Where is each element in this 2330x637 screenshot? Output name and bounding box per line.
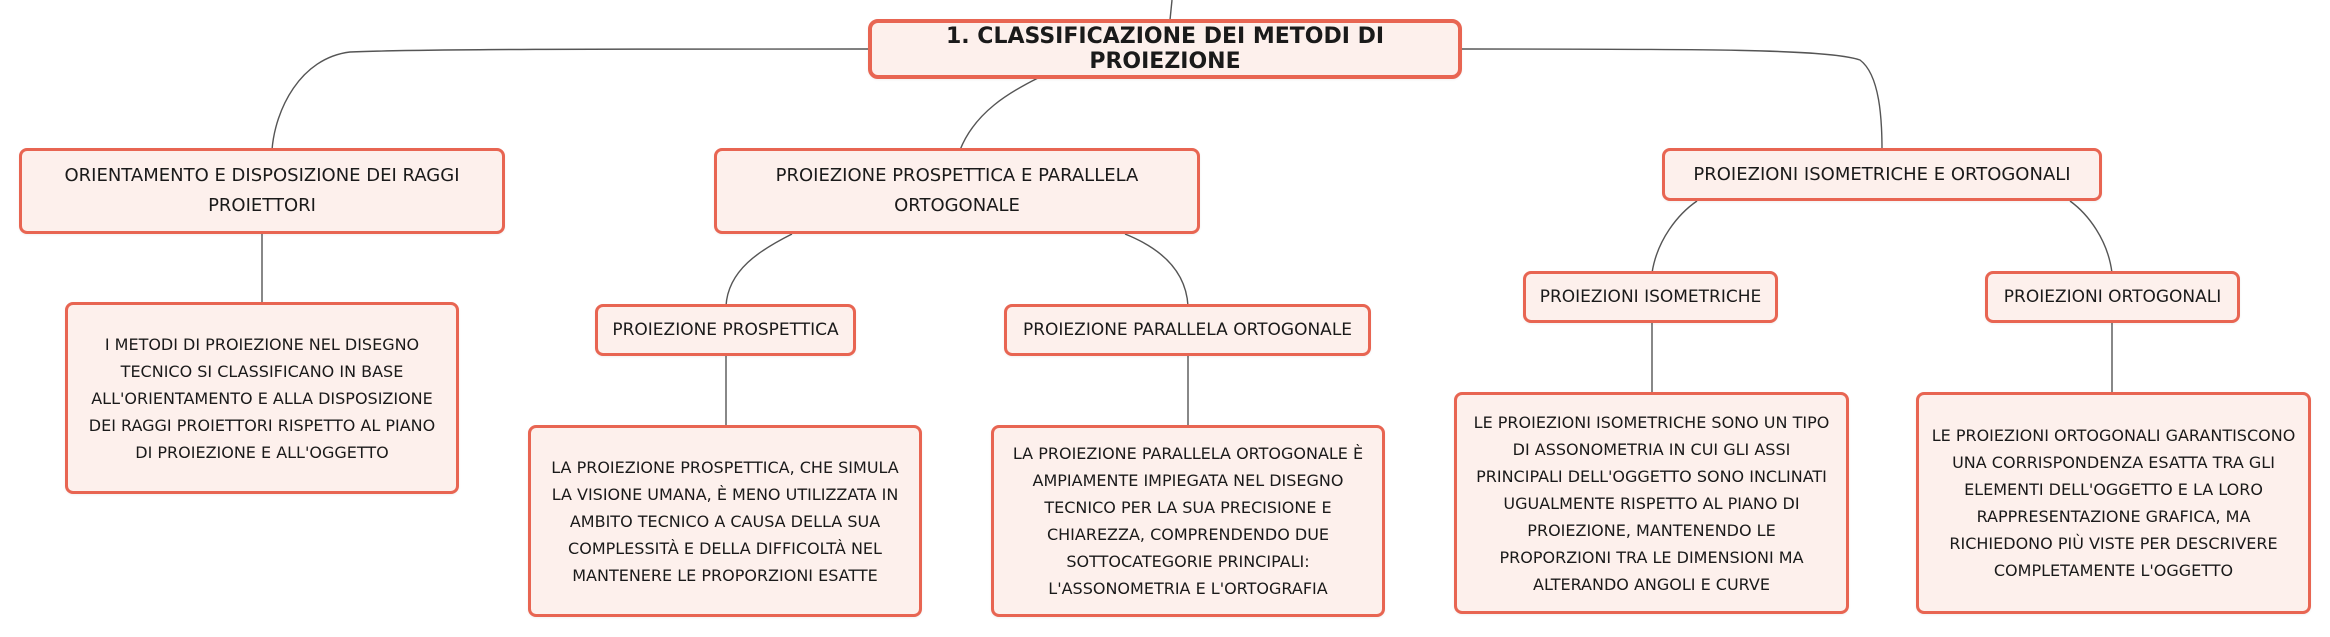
branch-node-orientamento[interactable] xyxy=(19,148,505,234)
connector-root-branch3 xyxy=(1462,49,1882,150)
description-prospettica[interactable] xyxy=(528,425,922,617)
root-label: 1. CLASSIFICAZIONE DEI METODI DI PROIEZIONE xyxy=(945,24,1385,74)
child-label: PROIEZIONE PROSPETTICA xyxy=(612,320,839,340)
root-node[interactable] xyxy=(868,19,1462,79)
child-label: PROIEZIONI ISOMETRICHE xyxy=(1539,287,1762,307)
child-node-ortogonali[interactable] xyxy=(1985,271,2240,323)
description-orientamento[interactable] xyxy=(65,302,459,494)
description-parallela-ortogonale[interactable] xyxy=(991,425,1385,617)
child-label: PROIEZIONE PARALLELA ORTOGONALE xyxy=(1022,320,1353,340)
description-text: LA PROIEZIONE PROSPETTICA, CHE SIMULA LA VISIONE UMANA, È MENO UTILIZZATA IN AMBITO TECNICO A CAUSA DELLA SUA COMPLESSITÀ E DELLA DIFFICOLTÀ NEL MANTENERE LE PROPORZIONI ESATTE xyxy=(551,457,899,585)
description-text: LE PROIEZIONI ISOMETRICHE SONO UN TIPO DI ASSONOMETRIA IN CUI GLI ASSI PRINCIPALI DELL'OGGETTO SONO INCLINATI UGUALMENTE RISPETTO AL PIANO DI PROIEZIONE, MANTENENDO LE PROPORZIONI TRA LE DIMENSIONI MA ALTERANDO ANGOLI E CURVE xyxy=(1473,412,1830,594)
connector-branch2-child2 xyxy=(1125,234,1188,306)
child-node-parallela-ortogonale[interactable] xyxy=(1004,304,1371,356)
connector-root-top xyxy=(1170,0,1172,20)
branch-label: PROIEZIONE PROSPETTICA E PARALLELA ORTOGONALE xyxy=(775,165,1139,216)
connector-branch2-child1 xyxy=(726,234,792,306)
child-node-isometriche[interactable] xyxy=(1523,271,1778,323)
branch-label: PROIEZIONI ISOMETRICHE E ORTOGONALI xyxy=(1693,163,2071,185)
description-text: I METODI DI PROIEZIONE NEL DISEGNO TECNICO SI CLASSIFICANO IN BASE ALL'ORIENTAMENTO E ALLA DISPOSIZIONE DEI RAGGI PROIETTORI RISPETTO AL PIANO DI PROIEZIONE E ALL'OGGETTO xyxy=(88,334,436,462)
child-label: PROIEZIONI ORTOGONALI xyxy=(2003,287,2222,307)
description-text: LE PROIEZIONI ORTOGONALI GARANTISCONO UNA CORRISPONDENZA ESATTA TRA GLI ELEMENTI DELL'OGGETTO E LA LORO RAPPRESENTAZIONE GRAFICA, MA RICHIEDONO PIÙ VISTE PER DESCRIVERE COMPLETAMENTE L'OGGETTO xyxy=(1931,426,2296,580)
description-ortogonali[interactable] xyxy=(1916,392,2311,614)
description-isometriche[interactable] xyxy=(1454,392,1849,614)
connector-branch3-child1 xyxy=(1652,201,1697,273)
child-node-prospettica[interactable] xyxy=(595,304,856,356)
description-text: LA PROIEZIONE PARALLELA ORTOGONALE È AMPIAMENTE IMPIEGATA NEL DISEGNO TECNICO PER LA SUA PRECISIONE E CHIAREZZA, COMPRENDENDO DUE SOTTOCATEGORIE PRINCIPALI: L'ASSONOMETRIA E L'ORTOGRAFIA xyxy=(1012,444,1364,598)
branch-node-prospettica-parallela[interactable] xyxy=(714,148,1200,234)
connector-root-branch2 xyxy=(960,78,1038,150)
connector-root-branch1 xyxy=(272,49,870,150)
branch-label: ORIENTAMENTO E DISPOSIZIONE DEI RAGGI PROIETTORI xyxy=(64,165,460,216)
branch-node-isometriche-ortogonali[interactable] xyxy=(1662,148,2102,201)
connector-branch3-child2 xyxy=(2070,201,2112,273)
